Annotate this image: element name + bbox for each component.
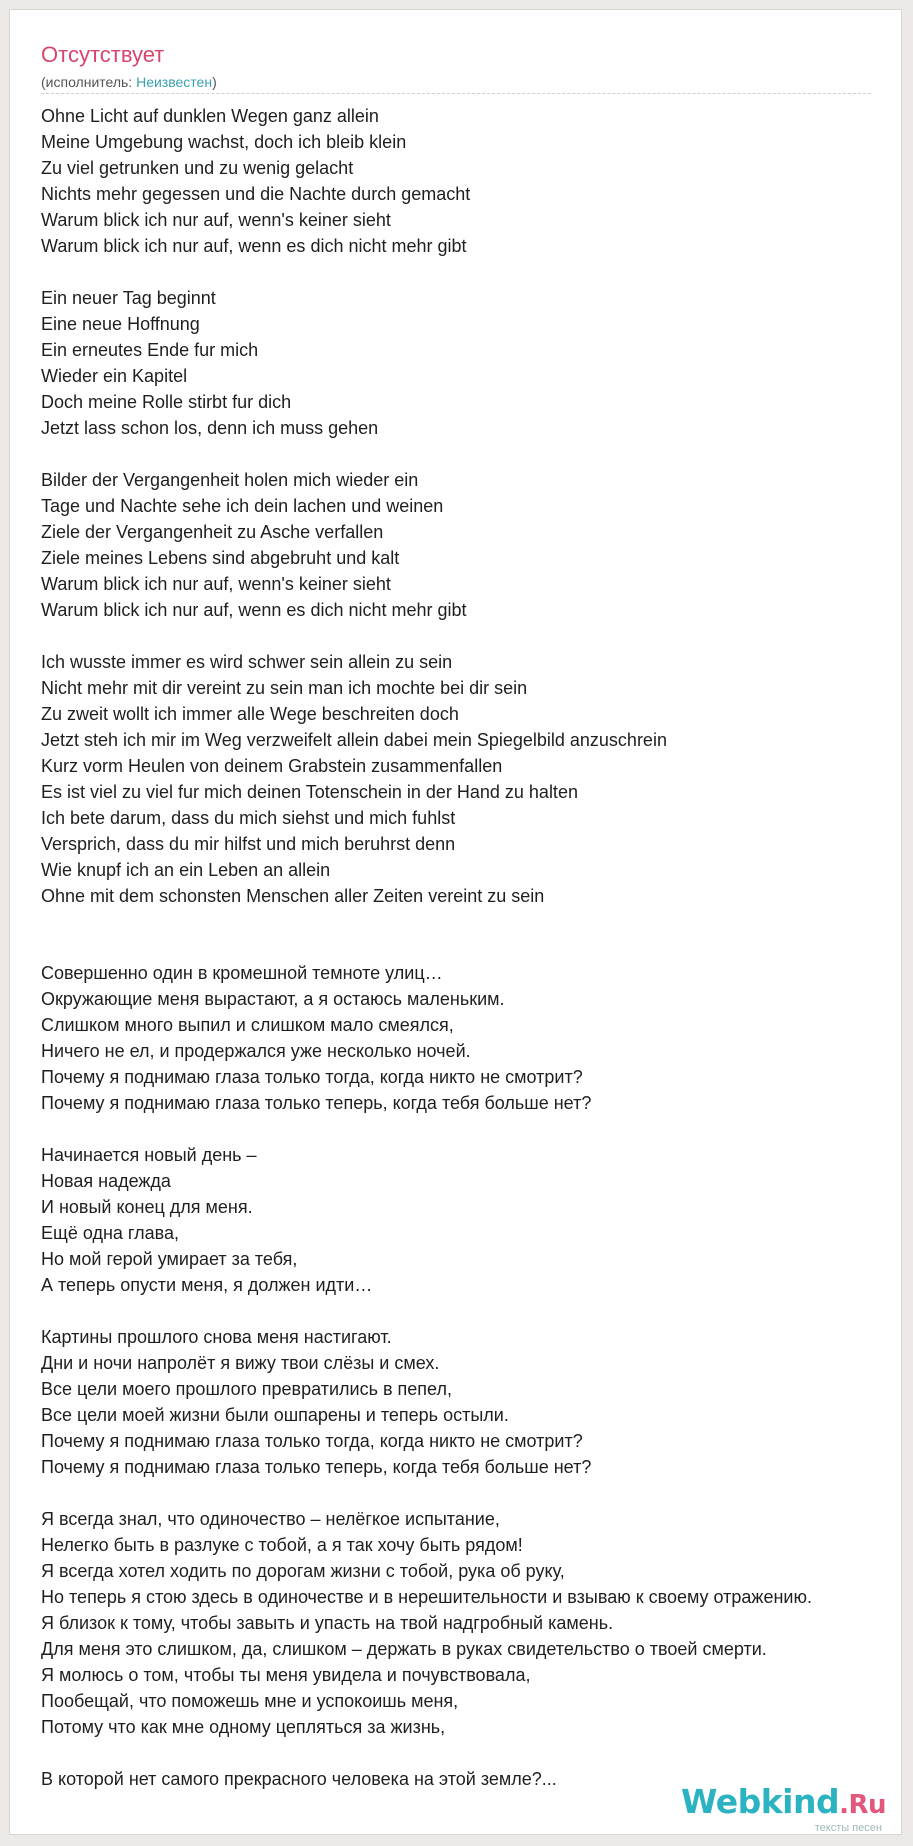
song-title: Отсутствует <box>41 42 165 67</box>
lyrics-original: Ohne Licht auf dunklen Wegen ganz allein Meine Umgebung wachst, doch ich bleib klein Zu viel getrunken und zu wenig gelacht Nichts mehr gegessen und die Nachte durch gemacht Warum blick ich nur auf, wenn's keiner sieht Warum blick ich nur auf, wenn es dich nicht mehr gibt Ein neuer Tag beginnt Eine neue Hoffnung Ein erneutes Ende fur mich Wieder ein Kapitel Doch meine Rolle stirbt fur dich Jetzt lass schon los, denn ich muss gehen Bilder der Vergangenheit holen mich wieder ein Tage und Nachte sehe ich dein lachen und weinen Ziele der Vergangenheit zu Asche verfallen Ziele meines Lebens sind abgebruht und kalt Warum blick ich nur auf, wenn's keiner sieht Warum blick ich nur auf, wenn es dich nicht mehr gibt Ich wusste immer es wird schwer sein allein zu sein Nicht mehr mit dir vereint zu sein man ich mochte bei dir sein Zu zweit wollt ich immer alle Wege beschreiten doch Jetzt steh ich mir im Weg verzweifelt allein dabei mein Spiegelbild anzuschrein Kurz vorm Heulen von deinem Grabstein zusammenfallen Es ist viel zu viel fur mich deinen Totenschein in der Hand zu halten Ich bete darum, dass du mich siehst und mich fuhlst Versprich, dass du mir hilfst und mich beruhrst denn Wie knupf ich an ein Leben an allein Ohne mit dem schonsten Menschen aller Zeiten vereint zu sein <box>41 106 667 906</box>
artist-link[interactable]: Неизвестен <box>136 74 213 90</box>
logo-name: Webkind <box>680 1782 840 1821</box>
logo-wordmark <box>680 1782 886 1822</box>
site-logo[interactable] <box>680 1782 886 1834</box>
artist-suffix: ) <box>212 74 217 90</box>
logo-tld: .Ru <box>839 1790 886 1820</box>
artist-line <box>41 74 217 90</box>
artist-prefix: (исполнитель: <box>41 74 137 90</box>
logo-tagline: тексты песен <box>814 1822 882 1834</box>
title-divider <box>41 93 871 94</box>
lyrics-translation: Совершенно один в кромешной темноте улиц… Окружающие меня вырастают, а я остаюсь маленьким. Слишком много выпил и слишком мало смеялся, Ничего не ел, и продержался уже несколько ночей. Почему я поднимаю глаза только тогда, когда никто не смотрит? Почему я поднимаю глаза только теперь, когда тебя больше нет? Начинается новый день – Новая надежда И новый конец для меня. Ещё одна глава, Но мой герой умирает за тебя, А теперь опусти меня, я должен идти… Картины прошлого снова меня настигают. Дни и ночи напролёт я вижу твои слёзы и смех. Все цели моего прошлого превратились в пепел, Все цели моей жизни были ошпарены и теперь остыли. Почему я поднимаю глаза только тогда, когда никто не смотрит? Почему я поднимаю глаза только теперь, когда тебя больше нет? Я всегда знал, что одиночество – нелёгкое испытание, Нелегко быть в разлуке с тобой, а я так хочу быть рядом! Я всегда хотел ходить по дорогам жизни с тобой, рука об руку, Но теперь я стою здесь в одиночестве и в нерешительности и взываю к своему отражению. Я близок к тому, чтобы завыть и упасть на твой надгробный камень. Для меня это слишком, да, слишком – держать в руках свидетельство о твоей смерти. Я молюсь о том, чтобы ты меня увидела и почувствовала, Пообещай, что поможешь мне и успокоишь меня, Потому что как мне одному цепляться за жизнь, В которой нет самого прекрасного человека на этой земле?... <box>41 963 812 1789</box>
